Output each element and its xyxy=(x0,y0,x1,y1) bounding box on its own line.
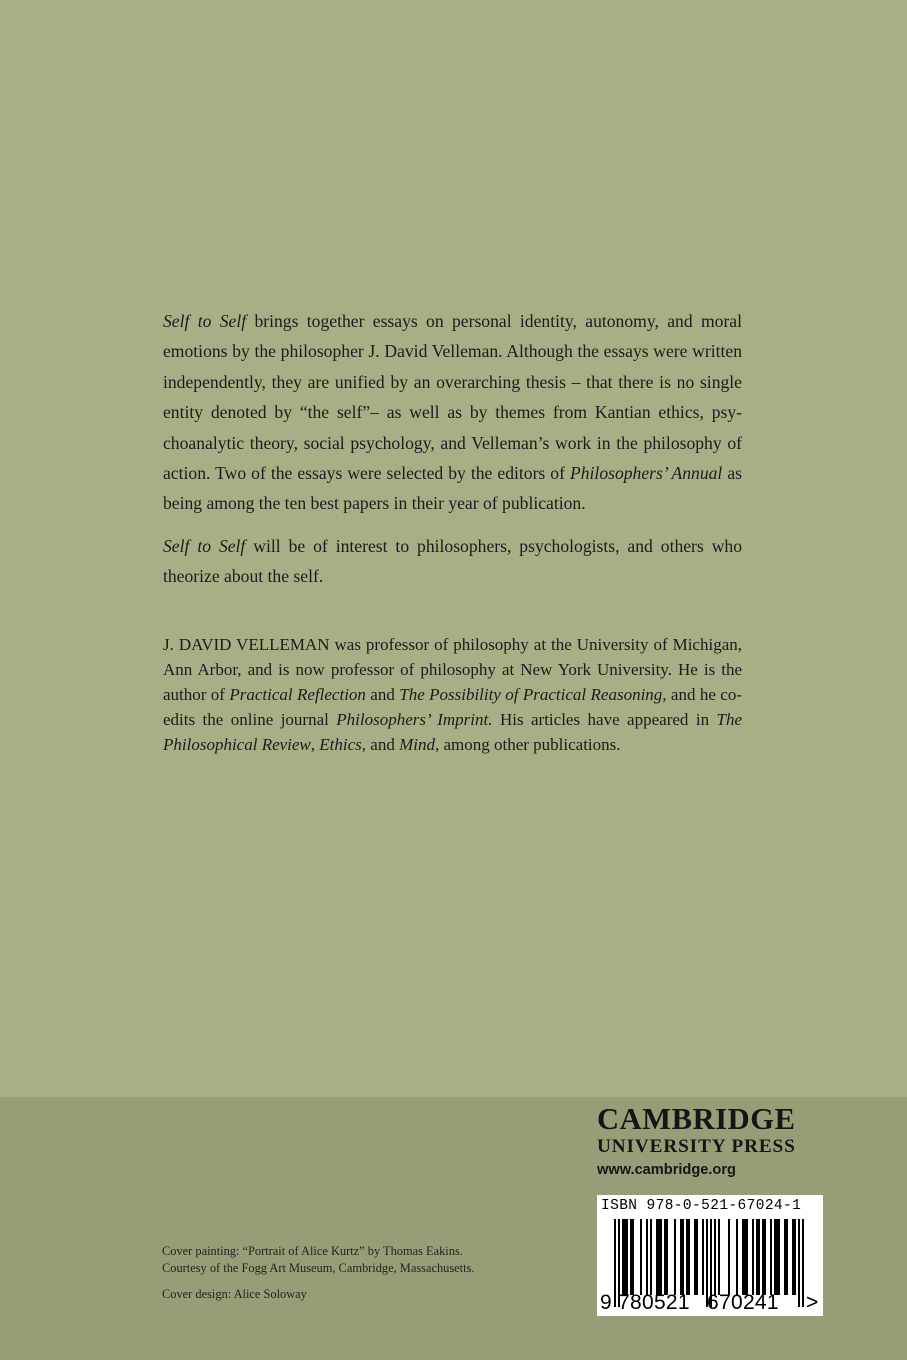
barcode-bar xyxy=(626,1219,628,1295)
cover-credits xyxy=(162,1243,475,1303)
barcode-bar xyxy=(688,1219,690,1295)
barcode-bar xyxy=(778,1219,780,1295)
barcode-right-digits: 670241 xyxy=(707,1291,779,1314)
cover-painting-credit: Cover painting: “Portrait of Alice Kurtz” by Thomas Eakins. xyxy=(162,1244,463,1258)
barcode-bar xyxy=(736,1219,738,1295)
barcode-quiet-zone-mark: > xyxy=(806,1291,819,1314)
description-paragraph-1: Self to Self brings together essays on personal identity, autonomy, and moral emotions by the philosopher J. David Velleman. Although the essays were written independently, they are unified by an overarching thesis – that there is no single entity denoted by “the self”– as well as by themes from Kantian ethics, psychoanalytic theory, social psychology, and Velleman’s work in the philosophy of action. Two of the essays were selected by the editors of Philosophers’ Annual as being among the ten best papers in their year of publication. xyxy=(163,311,742,514)
barcode-bar xyxy=(742,1219,744,1295)
barcode-bar xyxy=(786,1219,788,1295)
barcode-bar xyxy=(744,1219,746,1295)
annual-title-italic: Philosophers’ Annual xyxy=(570,463,723,484)
barcode-left-digits: 780521 xyxy=(618,1291,690,1314)
barcode-bar xyxy=(666,1219,668,1295)
barcode-bar xyxy=(784,1219,786,1295)
barcode-guard-bar xyxy=(614,1219,616,1307)
barcode-bar xyxy=(682,1219,684,1295)
barcode-bar xyxy=(656,1219,658,1295)
barcode-bar xyxy=(794,1219,796,1295)
isbn-barcode xyxy=(597,1195,823,1316)
barcode-bar xyxy=(758,1219,760,1295)
barcode-bar xyxy=(640,1219,642,1295)
barcode-bar xyxy=(792,1219,794,1295)
barcode-bar xyxy=(746,1219,748,1295)
barcode-bar xyxy=(674,1219,676,1295)
barcode-bar xyxy=(762,1219,764,1295)
barcode-bar xyxy=(660,1219,662,1295)
barcode-bar xyxy=(622,1219,624,1295)
book-title-italic: Self to Self xyxy=(163,311,247,331)
barcode-bar xyxy=(646,1219,648,1295)
barcode-bar xyxy=(658,1219,660,1295)
barcode-guard-bar xyxy=(798,1219,800,1307)
description-paragraph-2: Self to Self will be of interest to philosophers, psychologists, and others who theorize about the self. xyxy=(163,535,743,587)
barcode-guard-bar xyxy=(802,1219,804,1307)
barcode-bar xyxy=(694,1219,696,1295)
author-bio xyxy=(163,632,742,757)
barcode-bar xyxy=(714,1219,716,1295)
barcode-bar xyxy=(728,1219,730,1295)
barcode-bar xyxy=(756,1219,758,1295)
isbn-label: ISBN 978-0-521-67024-1 xyxy=(601,1198,802,1214)
barcode-first-digit: 9 xyxy=(600,1291,612,1314)
publisher-logo xyxy=(597,1102,825,1180)
publisher-url: www.cambridge.org xyxy=(597,1162,736,1178)
book-title-italic: Self to Self xyxy=(163,535,246,556)
barcode-bar xyxy=(630,1219,632,1295)
barcode-bar xyxy=(770,1219,772,1295)
barcode-bar xyxy=(702,1219,704,1295)
barcode-bar xyxy=(624,1219,626,1295)
book-description xyxy=(163,306,742,592)
publisher-press: UNIVERSITY PRESS xyxy=(597,1136,796,1157)
museum-credit: Courtesy of the Fogg Art Museum, Cambridge, Massachusetts. xyxy=(162,1260,475,1275)
barcode-bar xyxy=(696,1219,698,1295)
barcode-bar xyxy=(774,1219,776,1295)
publisher-name: CAMBRIDGE xyxy=(597,1102,796,1136)
barcode-bar xyxy=(632,1219,634,1295)
barcode-bar xyxy=(718,1219,720,1295)
barcode-bar xyxy=(752,1219,754,1295)
barcode-bar xyxy=(664,1219,666,1295)
barcode-bar xyxy=(686,1219,688,1295)
barcode-bar xyxy=(680,1219,682,1295)
barcode-bar xyxy=(776,1219,778,1295)
cover-design-credit: Cover design: Alice Soloway xyxy=(162,1287,307,1301)
barcode-bar xyxy=(650,1219,652,1295)
barcode-bar xyxy=(764,1219,766,1295)
author-bio-paragraph: J. DAVID VELLEMAN was professor of philosophy at the University of Michigan, Ann Arbor, and is now professor of philosophy at New York University. He is the author of Practical Reflection and The Possibility of Practical Reasoning, and he co-edits the online journal Philosophers’ Imprint. His articles have appeared in The Philosophical Review, Ethics, and Mind, among other publications. xyxy=(163,635,743,754)
